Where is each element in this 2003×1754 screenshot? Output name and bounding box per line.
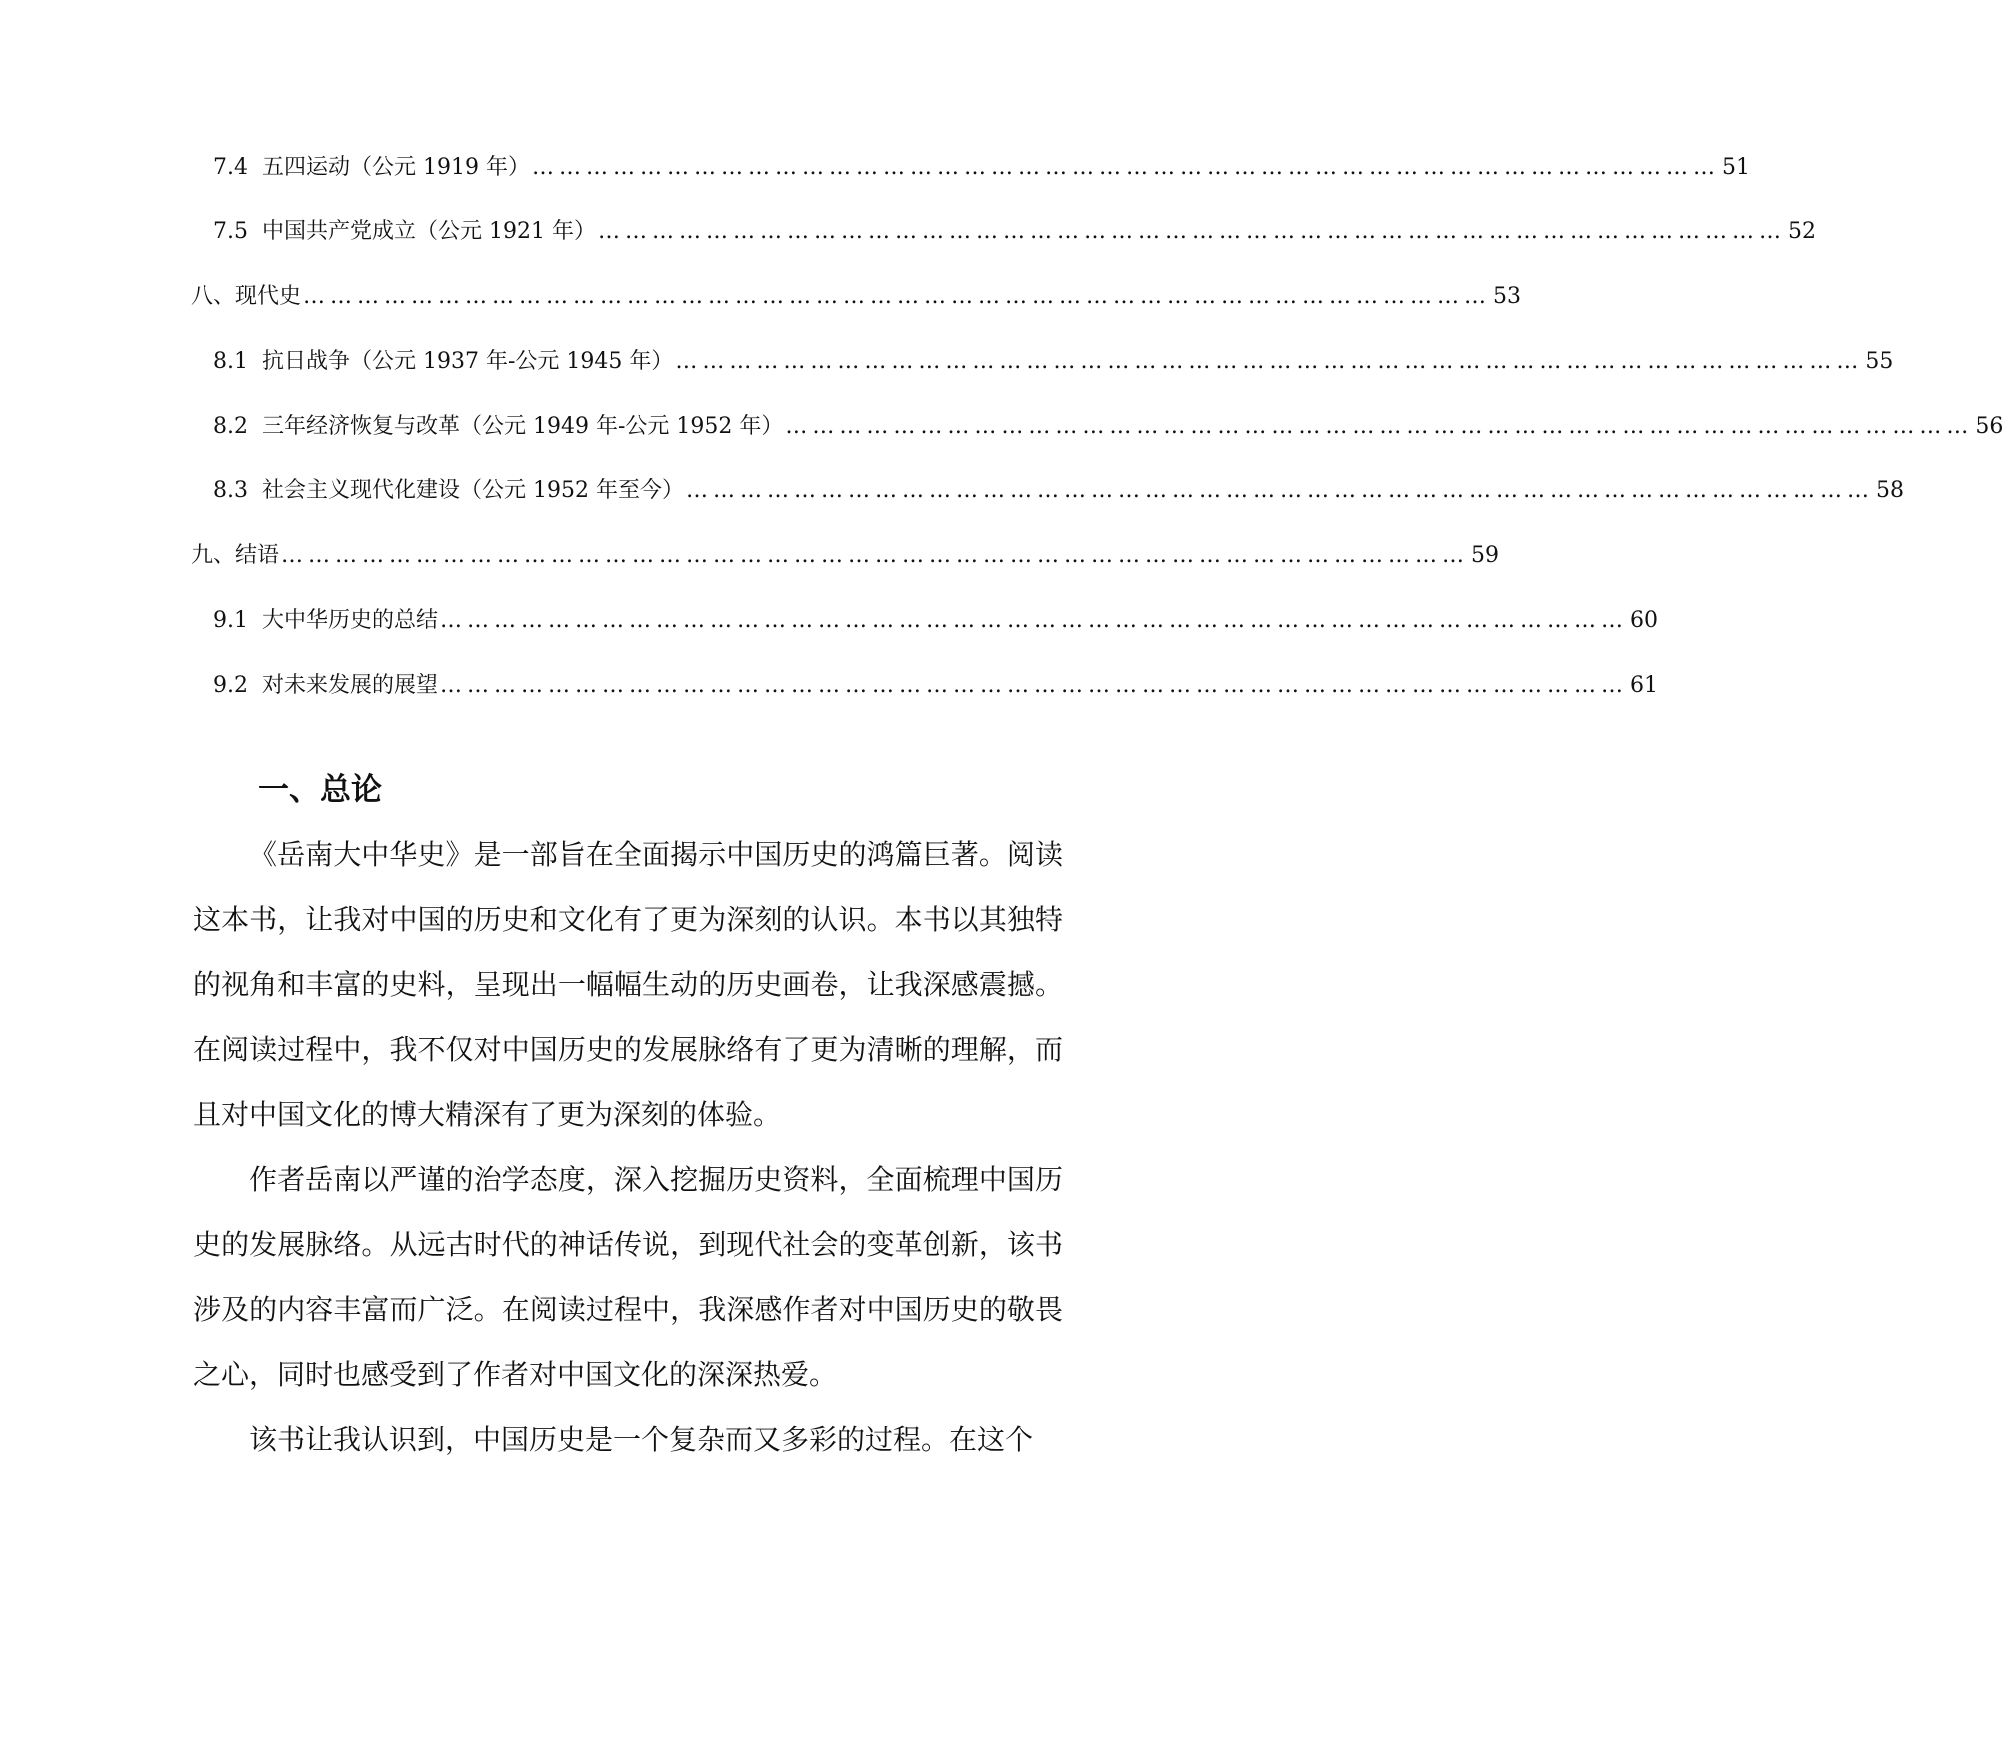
- toc-leader-dots: ……………………………………………………………………………………………………………………: [440, 673, 1629, 698]
- toc-entry-page: 53: [1493, 284, 1522, 309]
- toc-entry-number: 7.5: [213, 219, 248, 244]
- toc-entry-title: 八、现代史: [191, 284, 302, 309]
- toc-entry-number: 8.2: [213, 414, 248, 439]
- toc-leader-dots: ……………………………………………………………………………………………………………………: [675, 349, 1864, 374]
- body-paragraph: 该书让我认识到，中国历史是一个复杂而又多彩的过程。在这个: [249, 1423, 1034, 1456]
- toc-leader-dots: ……………………………………………………………………………………………………………………: [303, 284, 1492, 309]
- toc-entry-number: 9.1: [213, 608, 248, 633]
- toc-entry-title: 中国共产党成立（公元 1921 年）: [262, 219, 596, 244]
- toc-entry-number: 7.4: [213, 155, 248, 180]
- toc-entry-number: 8.3: [213, 478, 248, 503]
- toc-entry-title: 九、结语: [191, 543, 280, 568]
- toc-leader-dots: ……………………………………………………………………………………………………………………: [531, 155, 1720, 180]
- toc-entry-page: 52: [1787, 219, 1816, 244]
- toc-entry-number: 8.1: [213, 349, 248, 374]
- section-heading: 一、总论: [258, 772, 382, 808]
- toc-entry-title: 五四运动（公元 1919 年）: [262, 155, 530, 180]
- toc-entry-title: 抗日战争（公元 1937 年-公元 1945 年）: [262, 349, 674, 374]
- toc-entry[interactable]: [213, 603, 1659, 639]
- toc-entry-title: 三年经济恢复与改革（公元 1949 年-公元 1952 年）: [262, 414, 784, 439]
- toc-entry-page: 60: [1630, 608, 1659, 633]
- toc-entry[interactable]: [213, 344, 1894, 380]
- toc-entry-title: 社会主义现代化建设（公元 1952 年至今）: [262, 478, 684, 503]
- toc-entry[interactable]: [213, 150, 1750, 186]
- toc-leader-dots: ……………………………………………………………………………………………………………………: [281, 543, 1470, 568]
- toc-entry[interactable]: [213, 409, 2003, 445]
- toc-leader-dots: ……………………………………………………………………………………………………………………: [685, 478, 1874, 503]
- toc-entry[interactable]: [213, 668, 1659, 704]
- toc-entry-page: 61: [1630, 673, 1659, 698]
- toc-entry-page: 58: [1875, 478, 1904, 503]
- toc-entry-page: 59: [1471, 543, 1500, 568]
- toc-entry[interactable]: [213, 473, 1904, 509]
- toc-entry[interactable]: [191, 279, 1522, 315]
- toc-leader-dots: ……………………………………………………………………………………………………………………: [440, 608, 1629, 633]
- body-paragraph: 《岳南大中华史》是一部旨在全面揭示中国历史的鸿篇巨著。阅读这本书，让我对中国的历史和文化有了更为深刻的认识。本书以其独特的视角和丰富的史料，呈现出一幅幅生动的历史画卷，让我深感震撼。在阅读过程中，我不仅对中国历史的发展脉络有了更为清晰的理解，而且对中国文化的博大精深有了更为深刻的体验。: [193, 838, 1063, 1131]
- toc-entry-title: 对未来发展的展望: [262, 673, 439, 698]
- toc-entry[interactable]: [191, 538, 1500, 574]
- toc-entry-page: 55: [1865, 349, 1894, 374]
- toc-leader-dots: ……………………………………………………………………………………………………………………: [785, 414, 1974, 439]
- toc-leader-dots: ……………………………………………………………………………………………………………………: [597, 219, 1786, 244]
- toc-entry[interactable]: [213, 214, 1816, 250]
- toc-entry-title: 大中华历史的总结: [262, 608, 439, 633]
- toc-entry-page: 51: [1721, 155, 1750, 180]
- toc-entry-number: 9.2: [213, 673, 248, 698]
- toc-entry-page: 56: [1975, 414, 2003, 439]
- body-paragraph: 作者岳南以严谨的治学态度，深入挖掘历史资料，全面梳理中国历史的发展脉络。从远古时代的神话传说，到现代社会的变革创新，该书涉及的内容丰富而广泛。在阅读过程中，我深感作者对中国历史的敬畏之心，同时也感受到了作者对中国文化的深深热爱。: [193, 1163, 1063, 1391]
